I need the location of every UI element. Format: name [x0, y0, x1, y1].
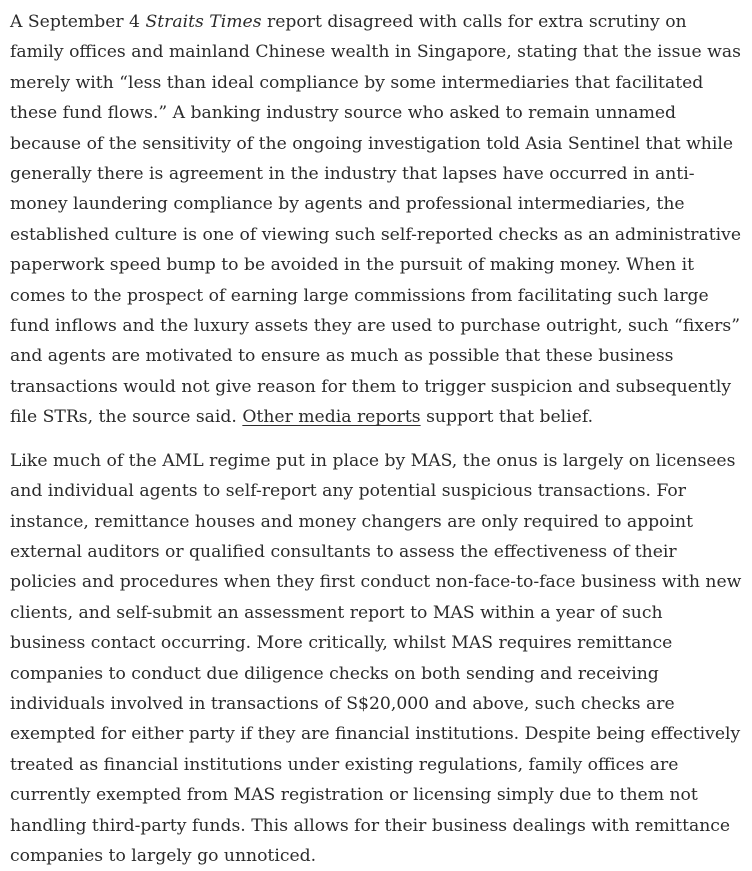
- paragraph-1-text-middle: report disagreed with calls for extra scrutiny on family offices and mainland Chinese wealth in Singapore, stating that the issue was merely with “less than ideal compliance by some intermediaries that facilitated these fund flows.” A banking industry source who asked to remain unnamed because of the sensitivity of the ongoing investigation told Asia Sentinel that while generally there is agreement in the industry that lapses have occurred in anti-money laundering compliance by agents and professional intermediaries, the established culture is one of viewing such self-reported checks as an administrative paperwork speed bump to be avoided in the pursuit of making money. When it comes to the prospect of earning large commissions from facilitating such large fund inflows and the luxury assets they are used to purchase outright, such “fixers” and agents are motivated to ensure as much as possible that these business transactions would not give reason for them to trigger suspicion and subsequently file STRs, the source said.: [10, 12, 741, 428]
- publication-name: Straits Times: [145, 12, 262, 32]
- article-paragraph-1: [10, 7, 742, 433]
- article-paragraph-2: Like much of the AML regime put in place by MAS, the onus is largely on licensees and individual agents to self-report any potential suspicious transactions. For instance, remittance houses and money changers are only required to appoint external auditors or qualified consultants to assess the effectiveness of their policies and procedures when they first conduct non-face-to-face business with new clients, and self-submit an assessment report to MAS within a year of such business contact occurring. More critically, whilst MAS requires remittance companies to conduct due diligence checks on both sending and receiving individuals involved in transactions of S$20,000 and above, such checks are exempted for either party if they are financial institutions. Despite being effectively treated as financial institutions under existing regulations, family offices are currently exempted from MAS registration or licensing simply due to them not handling third-party funds. This allows for their business dealings with remittance companies to largely go unnoticed.: [10, 450, 742, 866]
- paragraph-1-text-end: support that belief.: [420, 407, 594, 428]
- other-media-reports-link[interactable]: Other media reports: [242, 407, 421, 428]
- paragraph-1-text-start: A September 4: [10, 12, 146, 32]
